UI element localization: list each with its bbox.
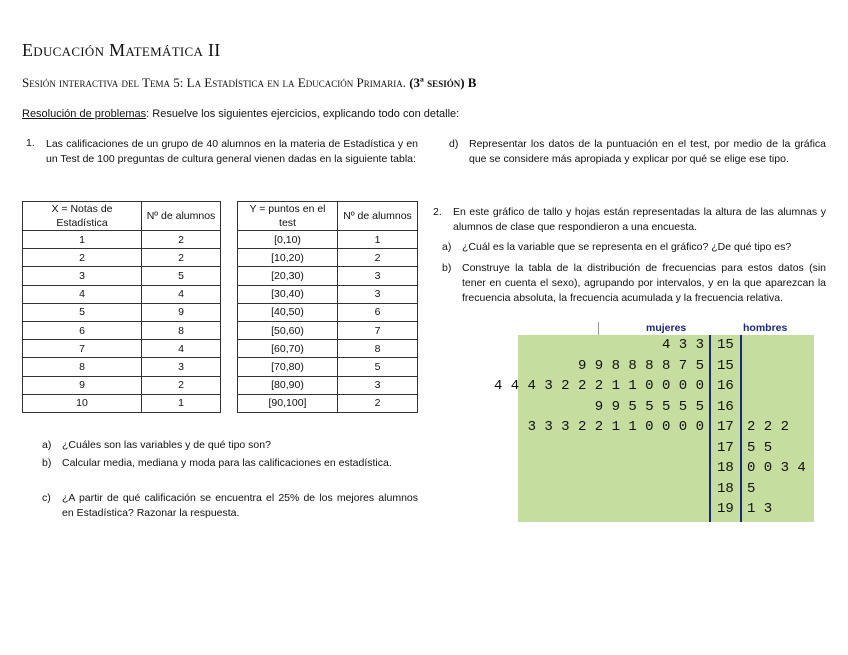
table-cell: 3 — [338, 285, 418, 303]
table-cell: [70,80) — [238, 358, 338, 376]
table-cell: 7 — [23, 340, 142, 358]
question-2b: Construye la tabla de la distribución de frecuencias para estos datos (sin tener en cuenta el sexo), agrupando por intervalos, y en la que aparezcan la frecuencia absoluta, la frecuencia acumulada y la frecuencia relativa. — [462, 262, 826, 304]
table-cell: 2 — [23, 249, 142, 267]
table-cell: [10,20) — [238, 249, 338, 267]
table-row — [238, 358, 418, 376]
table-row — [238, 303, 418, 321]
table-cell: 4 — [23, 285, 142, 303]
exercise-1-number: 1. — [26, 137, 35, 149]
table-cell: 2 — [142, 376, 221, 394]
session-subtitle — [22, 75, 476, 91]
table-cell: [30,40) — [238, 285, 338, 303]
table-row — [238, 231, 418, 249]
table-cell: 1 — [23, 231, 142, 249]
leaf-men: 5 5 — [747, 439, 773, 456]
stem-value: 16 — [717, 398, 734, 415]
stem-leaf-header-men: hombres — [743, 322, 788, 334]
table-cell: [90,100] — [238, 394, 338, 412]
table-row — [23, 376, 221, 394]
table-row — [238, 340, 418, 358]
table-row — [23, 340, 221, 358]
table-header: Y = puntos en el test — [238, 202, 338, 231]
table-cell: 8 — [23, 358, 142, 376]
table-cell: 2 — [142, 249, 221, 267]
table-row — [23, 321, 221, 339]
subtitle-main: Sesión interactiva del Tema 5: La Estadística en la Educación Primaria. — [22, 75, 406, 90]
leaf-men: 0 0 3 4 — [747, 460, 806, 476]
stem-leaf-header-women: mujeres — [646, 322, 687, 334]
table-cell: 8 — [142, 321, 221, 339]
table-row — [23, 303, 221, 321]
leaf-women: 9 9 8 8 8 8 7 5 — [577, 357, 704, 374]
table-cell: 3 — [338, 267, 418, 285]
stem-value: 18 — [717, 460, 734, 476]
question-label: b) — [42, 457, 52, 469]
stem-value: 18 — [717, 480, 734, 497]
table-cell: [0,10) — [238, 231, 338, 249]
table-cell: 3 — [23, 267, 142, 285]
question-label: a) — [442, 241, 452, 253]
leaf-men: 1 3 — [747, 501, 773, 517]
question-1b: Calcular media, mediana y moda para las calificaciones en estadística. — [62, 457, 392, 469]
table-row — [23, 231, 221, 249]
leaf-women: 3 3 3 2 2 1 1 0 0 0 0 — [527, 419, 704, 435]
question-label: b) — [442, 262, 452, 274]
table-row — [238, 249, 418, 267]
table-notas-estadistica — [22, 201, 221, 413]
table-cell: [80,90) — [238, 376, 338, 394]
table-cell: 6 — [338, 303, 418, 321]
question-1a: ¿Cuáles son las variables y de qué tipo son? — [62, 439, 271, 451]
table-cell: 10 — [23, 394, 142, 412]
table-row — [23, 285, 221, 303]
page-title: Educación Matemática II — [22, 40, 221, 60]
table-cell: [20,30) — [238, 267, 338, 285]
stem-right-divider — [740, 335, 742, 522]
stem-value: 17 — [717, 419, 734, 435]
table-row — [238, 394, 418, 412]
table-header: Nº de alumnos — [142, 202, 221, 231]
table-cell: 5 — [23, 303, 142, 321]
table-puntos-test — [237, 201, 418, 413]
table-row — [23, 267, 221, 285]
table-header: Nº de alumnos — [338, 202, 418, 231]
question-label: d) — [449, 138, 459, 150]
question-label: a) — [42, 439, 52, 451]
instructions — [22, 108, 459, 120]
stem-value: 16 — [717, 378, 734, 394]
question-1d: Representar los datos de la puntuación en el test, por medio de la gráfica que se considere más apropiada y explicar por qué se elige ese tipo. — [469, 138, 826, 165]
table-cell: [40,50) — [238, 303, 338, 321]
table-row — [238, 321, 418, 339]
table-cell: 4 — [142, 340, 221, 358]
table-cell: 9 — [142, 303, 221, 321]
question-label: c) — [42, 492, 51, 504]
table-cell: [60,70) — [238, 340, 338, 358]
table-cell: 3 — [142, 358, 221, 376]
stem-value: 15 — [717, 337, 734, 353]
table-cell: 2 — [338, 249, 418, 267]
stem-left-divider — [709, 335, 711, 522]
table-cell: 3 — [338, 376, 418, 394]
table-row — [238, 285, 418, 303]
table-row — [23, 358, 221, 376]
leaf-women: 4 4 4 3 2 2 2 1 1 0 0 0 0 — [493, 378, 704, 394]
table-cell: 9 — [23, 376, 142, 394]
leaf-women: 9 9 5 5 5 5 5 — [594, 398, 704, 415]
table-header: X = Notas de Estadística — [23, 202, 142, 231]
table-row — [23, 249, 221, 267]
stem-value: 15 — [717, 357, 734, 374]
plot-divider — [598, 322, 599, 335]
table-cell: [50,60) — [238, 321, 338, 339]
table-cell: 7 — [338, 321, 418, 339]
table-cell: 2 — [338, 394, 418, 412]
table-cell: 8 — [338, 340, 418, 358]
exercise-2-number: 2. — [433, 206, 442, 218]
table-cell: 6 — [23, 321, 142, 339]
leaf-women: 4 3 3 — [661, 337, 704, 353]
table-cell: 2 — [142, 231, 221, 249]
leaf-men: 5 — [747, 480, 756, 497]
exercise-2-text: En este gráfico de tallo y hojas están representadas la altura de las alumnas y alumnos de clase que respondieron a una encuesta. — [453, 206, 826, 233]
table-cell: 5 — [142, 267, 221, 285]
question-1c: ¿A partir de qué calificación se encuentra el 25% de los mejores alumnos en Estadística? Razonar la respuesta. — [62, 492, 418, 519]
stem-value: 17 — [717, 439, 734, 456]
instructions-label: Resolución de problemas — [22, 108, 147, 120]
table-row — [23, 394, 221, 412]
instructions-text: : Resuelve los siguientes ejercicios, explicando todo con detalle: — [146, 108, 460, 120]
table-cell: 5 — [338, 358, 418, 376]
table-cell: 1 — [142, 394, 221, 412]
table-cell: 4 — [142, 285, 221, 303]
table-cell: 1 — [338, 231, 418, 249]
subtitle-session: (3ª sesión) B — [409, 75, 477, 90]
exercise-1-text: Las calificaciones de un grupo de 40 alumnos en la materia de Estadística y en un Test de 100 preguntas de cultura general vienen dadas en la siguiente tabla: — [46, 138, 418, 165]
leaf-men: 2 2 2 — [747, 419, 790, 435]
table-row — [238, 376, 418, 394]
stem-value: 19 — [717, 501, 734, 517]
question-2a: ¿Cuál es la variable que se representa en el gráfico? ¿De qué tipo es? — [462, 241, 792, 253]
table-row — [238, 267, 418, 285]
